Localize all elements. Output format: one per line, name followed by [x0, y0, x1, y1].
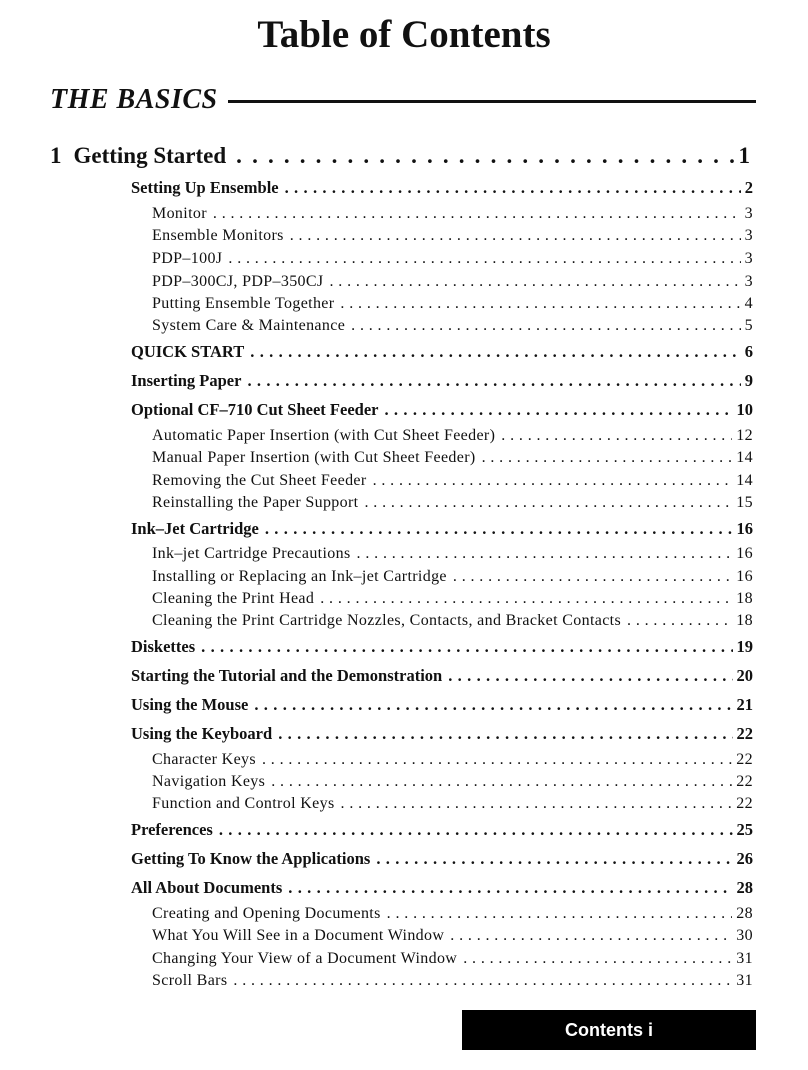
toc-entry-label: Reinstalling the Paper Support — [152, 494, 359, 511]
toc-entry-label: Changing Your View of a Document Window — [152, 950, 458, 967]
dot-leader — [288, 878, 732, 898]
toc-page-number: 5 — [744, 317, 753, 334]
toc-page-number: 22 — [736, 795, 753, 812]
dot-leader — [201, 637, 732, 657]
toc-page-number: 28 — [736, 878, 753, 897]
toc-section[interactable] — [131, 878, 753, 898]
toc-subsection[interactable] — [152, 317, 753, 335]
toc-page-number: 14 — [736, 449, 753, 466]
toc-entry-label: System Care & Maintenance — [152, 317, 346, 334]
dot-leader — [219, 820, 733, 840]
toc-page-number: 26 — [736, 849, 753, 868]
dot-leader — [250, 342, 740, 362]
page-title: Table of Contents — [257, 13, 551, 56]
dot-leader — [341, 795, 733, 813]
toc-page-number: 3 — [744, 227, 753, 244]
toc-section[interactable] — [131, 178, 753, 198]
dot-leader — [278, 724, 732, 744]
toc-entry-label: All About Documents — [131, 878, 283, 897]
toc-entry-label: Cleaning the Print Cartridge Nozzles, Contacts, and Bracket Contacts — [152, 612, 622, 629]
dot-leader — [482, 449, 733, 467]
toc-page-number: 31 — [736, 972, 753, 989]
footer-page-label — [462, 1010, 756, 1050]
toc-subsection[interactable] — [152, 612, 753, 630]
toc-subsection[interactable] — [152, 972, 753, 990]
toc-subsection[interactable] — [152, 545, 753, 563]
dot-leader — [387, 905, 733, 923]
toc-subsection[interactable] — [152, 205, 753, 223]
toc-page-number: 18 — [736, 590, 753, 607]
toc-page-number: 22 — [736, 773, 753, 790]
dot-leader — [357, 545, 733, 563]
dot-leader — [384, 400, 732, 420]
toc-entry-label: Automatic Paper Insertion (with Cut Sheet Feeder) — [152, 427, 496, 444]
dot-leader — [320, 590, 732, 608]
toc-entry-label: Using the Keyboard — [131, 724, 273, 743]
toc-entry-label: PDP–100J — [152, 250, 223, 267]
toc-page-number: 20 — [736, 666, 753, 685]
toc-page-number: 28 — [736, 905, 753, 922]
toc-subsection[interactable] — [152, 795, 753, 813]
toc-page-number: 15 — [736, 494, 753, 511]
toc-subsection[interactable] — [152, 250, 753, 268]
toc-entry-label: Diskettes — [131, 637, 196, 656]
toc-subsection[interactable] — [152, 494, 753, 512]
toc-subsection[interactable] — [152, 295, 753, 313]
dot-leader — [330, 273, 741, 291]
toc-page-number: 16 — [736, 568, 753, 585]
toc-entry-label: Setting Up Ensemble — [131, 178, 279, 197]
dot-leader — [373, 472, 733, 490]
toc-entry-label: Ink–Jet Cartridge — [131, 519, 259, 538]
toc-entry-label: Scroll Bars — [152, 972, 228, 989]
toc-section[interactable] — [131, 342, 753, 362]
dot-leader — [290, 227, 741, 245]
toc-entry-label: Starting the Tutorial and the Demonstration — [131, 666, 443, 685]
toc-page-number: 16 — [736, 545, 753, 562]
toc-page-number: 3 — [744, 205, 753, 222]
dot-leader — [247, 371, 740, 391]
toc-page-number: 22 — [736, 751, 753, 768]
toc-section[interactable] — [131, 666, 753, 686]
toc-page-number: 3 — [744, 273, 753, 290]
toc-subsection[interactable] — [152, 472, 753, 490]
toc-subsection[interactable] — [152, 273, 753, 291]
toc-subsection[interactable] — [152, 227, 753, 245]
toc-page-number: 16 — [736, 519, 753, 538]
dot-leader — [450, 927, 732, 945]
toc-entry-label: Getting To Know the Applications — [131, 849, 371, 868]
toc-entry-label: Creating and Opening Documents — [152, 905, 381, 922]
toc-page-number: 2 — [744, 178, 753, 197]
toc-entry-label: Cleaning the Print Head — [152, 590, 315, 607]
toc-page-number: 19 — [736, 637, 753, 656]
dot-leader — [228, 250, 740, 268]
toc-page-number: 9 — [744, 371, 753, 390]
toc-section[interactable] — [131, 820, 753, 840]
toc-section[interactable] — [131, 400, 753, 420]
toc-section[interactable] — [131, 724, 753, 744]
toc-subsection[interactable] — [152, 905, 753, 923]
toc-page-number: 6 — [744, 342, 753, 361]
toc-page-number: 10 — [736, 400, 753, 419]
dot-leader — [501, 427, 732, 445]
toc-section[interactable] — [131, 371, 753, 391]
toc-entry-label: Installing or Replacing an Ink–jet Cartridge — [152, 568, 447, 585]
toc-section[interactable] — [131, 519, 753, 539]
toc-subsection[interactable] — [152, 927, 753, 945]
dot-leader — [463, 950, 732, 968]
toc-page-number: 25 — [736, 820, 753, 839]
dot-leader — [213, 205, 741, 223]
toc-entry-label: Ensemble Monitors — [152, 227, 284, 244]
toc-page-number: 21 — [736, 695, 753, 714]
chapter-title: Getting Started — [73, 143, 227, 168]
toc-subsection[interactable] — [152, 590, 753, 608]
toc-chapter[interactable] — [50, 143, 750, 169]
toc-section[interactable] — [131, 695, 753, 715]
toc-entry-label: Inserting Paper — [131, 371, 242, 390]
toc-page-number: 12 — [736, 427, 753, 444]
dot-leader — [351, 317, 741, 335]
dot-leader — [364, 494, 732, 512]
toc-page-number: 30 — [736, 927, 753, 944]
toc-subsection[interactable] — [152, 427, 753, 445]
toc-page-number: 1 — [738, 143, 750, 168]
toc-entry-label: Using the Mouse — [131, 695, 249, 714]
toc-subsection[interactable] — [152, 568, 753, 586]
dot-leader — [448, 666, 732, 686]
dot-leader — [453, 568, 732, 586]
dot-leader — [265, 519, 733, 539]
toc-entry-label: QUICK START — [131, 342, 245, 361]
dot-leader — [376, 849, 732, 869]
part-heading — [50, 80, 756, 120]
toc-subsection[interactable] — [152, 773, 753, 791]
toc-entry-label: Preferences — [131, 820, 213, 839]
toc-entry-label: Navigation Keys — [152, 773, 266, 790]
part-rule — [228, 100, 756, 103]
dot-leader — [262, 751, 732, 769]
dot-leader — [271, 773, 732, 791]
toc-entry-label: PDP–300CJ, PDP–350CJ — [152, 273, 324, 290]
toc-page-number: 4 — [744, 295, 753, 312]
toc-subsection[interactable] — [152, 950, 753, 968]
toc-entry-label: Character Keys — [152, 751, 256, 768]
dot-leader — [254, 695, 732, 715]
toc-section[interactable] — [131, 849, 753, 869]
toc-entry-label: Ink–jet Cartridge Precautions — [152, 545, 351, 562]
chapter-number: 1 — [50, 143, 62, 168]
dot-leader — [627, 612, 732, 630]
toc-entry-label: What You Will See in a Document Window — [152, 927, 445, 944]
toc-page-number: 31 — [736, 950, 753, 967]
toc-entry-label: Removing the Cut Sheet Feeder — [152, 472, 367, 489]
toc-entry-label: Function and Control Keys — [152, 795, 335, 812]
toc-page-number: 3 — [744, 250, 753, 267]
dot-leader — [340, 295, 740, 313]
toc-entry-label: Optional CF–710 Cut Sheet Feeder — [131, 400, 379, 419]
dot-leader — [233, 972, 732, 990]
toc-entry-label: Monitor — [152, 205, 207, 222]
toc-page-number: 18 — [736, 612, 753, 629]
dot-leader — [236, 143, 734, 169]
dot-leader — [285, 178, 741, 198]
toc-subsection[interactable] — [152, 449, 753, 467]
toc-page-number: 22 — [736, 724, 753, 743]
toc-entry-label: Manual Paper Insertion (with Cut Sheet Feeder) — [152, 449, 476, 466]
toc-section[interactable] — [131, 637, 753, 657]
toc-subsection[interactable] — [152, 751, 753, 769]
toc-page-number: 14 — [736, 472, 753, 489]
footer-text: Contents i — [565, 1019, 653, 1040]
part-title: THE BASICS — [50, 84, 218, 115]
toc-entry-label: Putting Ensemble Together — [152, 295, 335, 312]
